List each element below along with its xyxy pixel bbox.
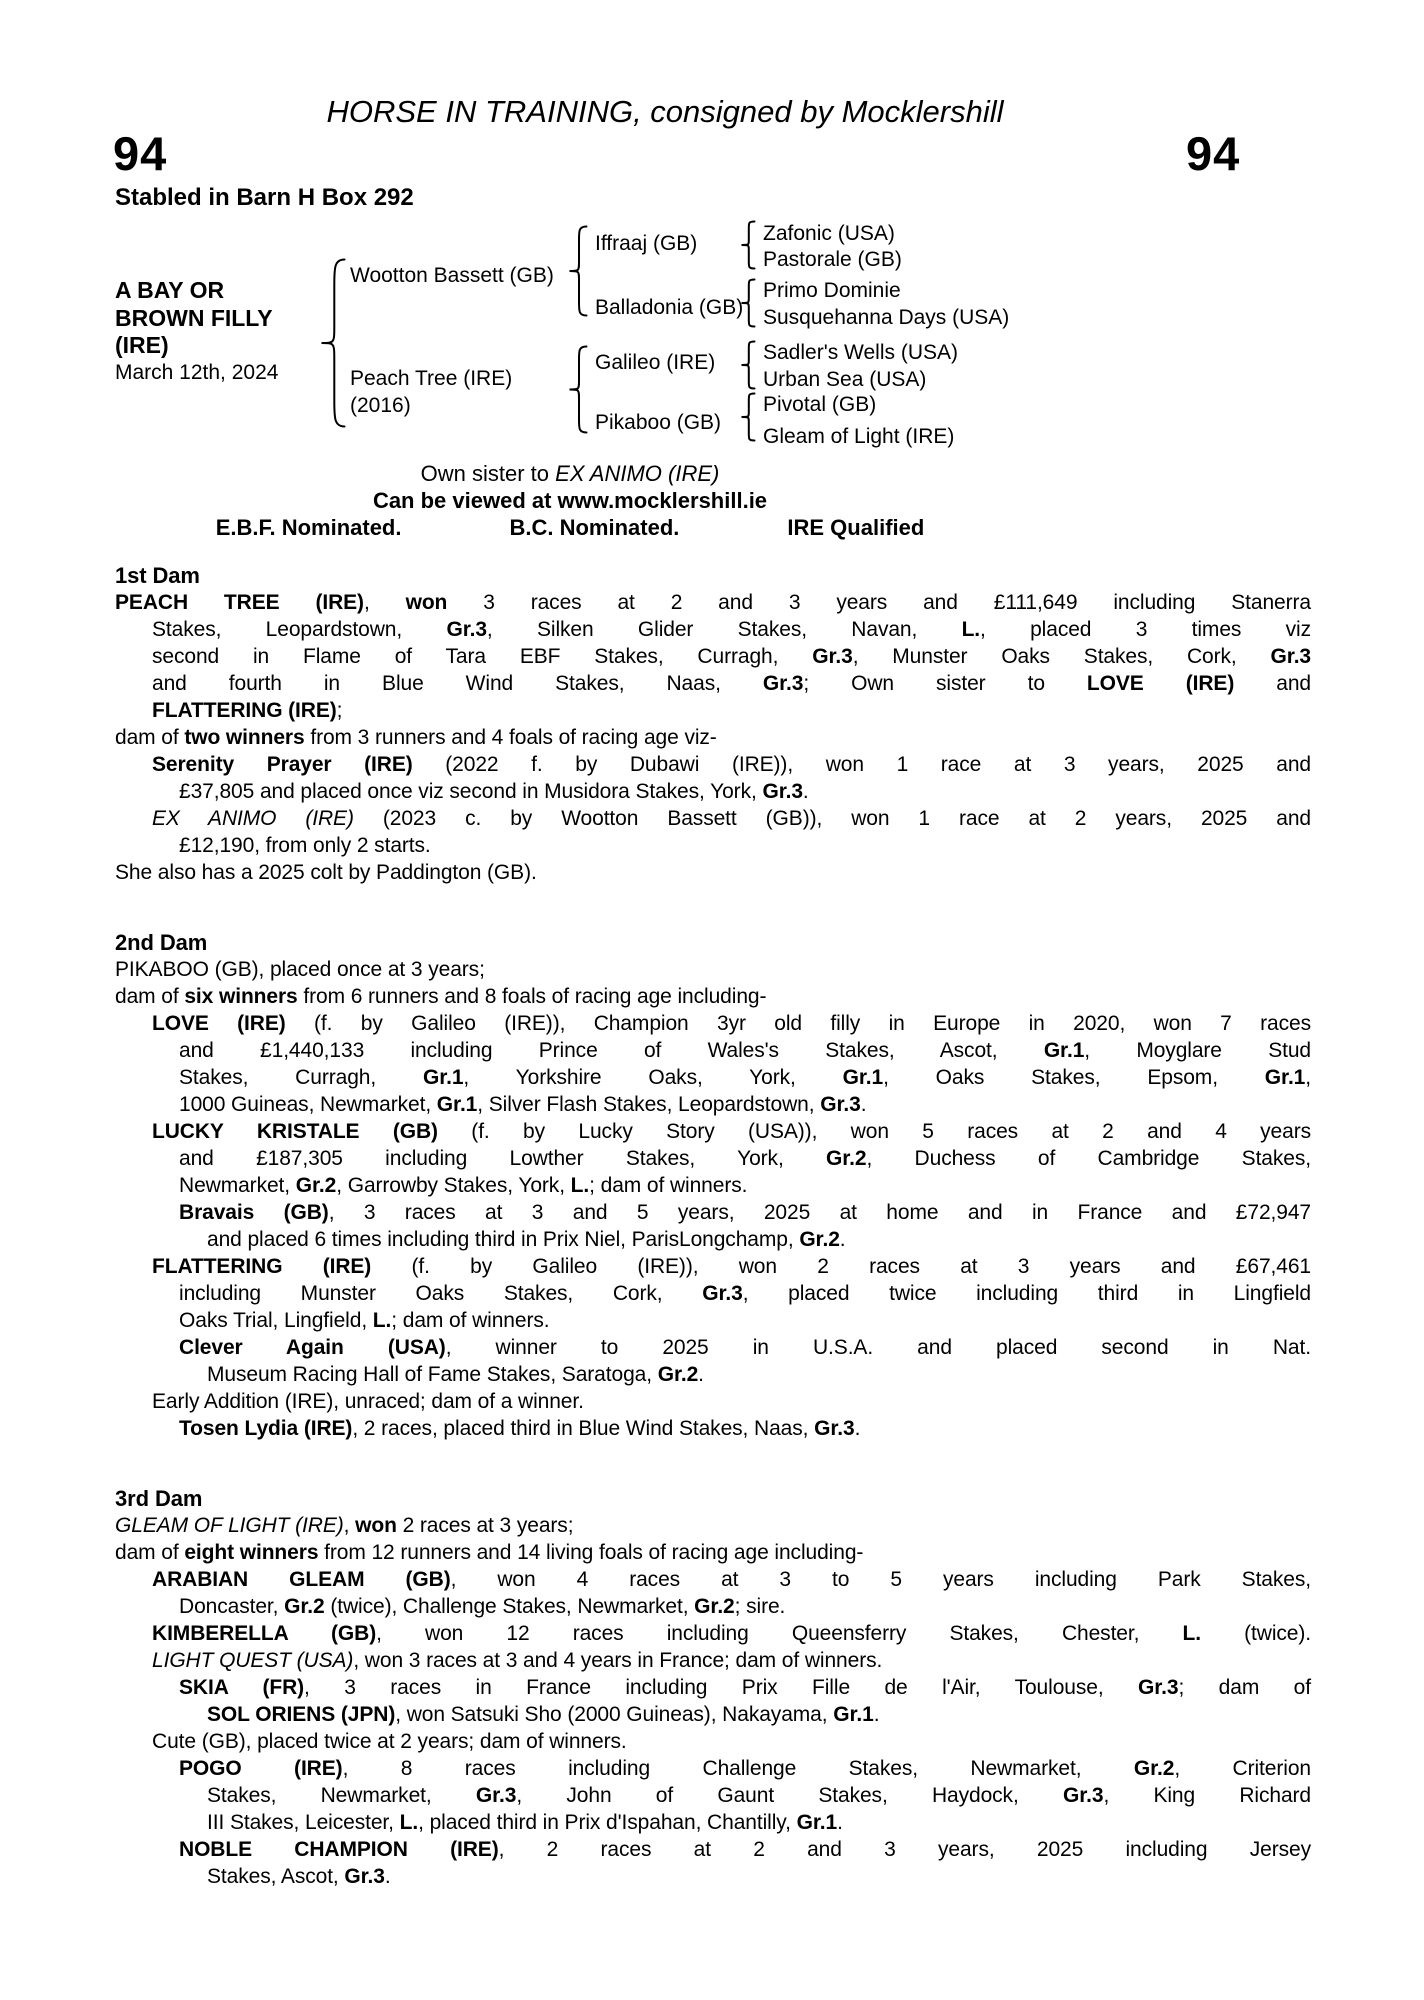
- pedigree-brace-icon: [568, 345, 588, 434]
- text-segment: Tosen Lydia (IRE): [179, 1417, 353, 1440]
- text-segment: .: [860, 1093, 867, 1116]
- text-segment: (2022 f. by Dubawi (IRE)), won 1 race at 3 years, 2025 and: [412, 753, 1311, 776]
- great-grandparent: Susquehanna Days (USA): [763, 306, 1010, 329]
- body-text-line: [115, 1620, 1311, 1647]
- text-segment: Gr.2: [1133, 1757, 1175, 1780]
- body-text-line: [115, 1307, 1311, 1334]
- text-segment: , Duchess of Cambridge Stakes,: [866, 1147, 1311, 1170]
- text-segment: .: [837, 1811, 843, 1834]
- subject-name-line: A BAY OR: [115, 277, 225, 303]
- sire-name: Wootton Bassett (GB): [350, 264, 554, 287]
- body-text-line: [115, 1145, 1311, 1172]
- damsire-name: Galileo (IRE): [595, 351, 716, 374]
- body-text-line: [115, 778, 1311, 805]
- nomination-badges: [115, 514, 1025, 541]
- body-text-line: [115, 1539, 1311, 1566]
- text-segment: Gr.3: [814, 1417, 855, 1440]
- text-segment: from 3 runners and 4 foals of racing age viz-: [304, 726, 717, 749]
- text-segment: Gr.3: [1062, 1784, 1104, 1807]
- text-segment: , won 4 races at 3 to 5 years including Park Stakes,: [450, 1568, 1311, 1591]
- stabling-location: Stabled in Barn H Box 292: [115, 184, 414, 211]
- text-segment: ;: [336, 699, 343, 722]
- text-segment: , Oaks Stakes, Epsom,: [883, 1066, 1265, 1089]
- text-segment: , 2 races, placed third in Blue Wind Stakes, Naas,: [352, 1417, 815, 1440]
- text-segment: Doncaster,: [179, 1595, 285, 1618]
- great-grandparent: Sadler's Wells (USA): [763, 341, 958, 364]
- text-segment: ARABIAN GLEAM (GB): [152, 1568, 451, 1591]
- text-segment: EX ANIMO (IRE): [152, 807, 354, 830]
- text-segment: Gr.1: [833, 1703, 874, 1726]
- body-text-line: [115, 751, 1311, 778]
- pedigree-brace-icon: [320, 258, 346, 428]
- body-text-line: [115, 1593, 1311, 1620]
- subject-foaling-date: March 12th, 2024: [115, 361, 279, 384]
- text-segment: two winners: [184, 726, 305, 749]
- text-segment: and £1,440,133 including Prince of Wales's Stakes, Ascot,: [179, 1039, 1044, 1062]
- body-text-line: [115, 1836, 1311, 1863]
- text-segment: Gr.2: [295, 1174, 337, 1197]
- text-segment: Gr.1: [436, 1093, 478, 1116]
- text-segment: dam of: [115, 1541, 185, 1564]
- text-segment: and £187,305 including Lowther Stakes, York,: [179, 1147, 827, 1170]
- text-segment: (2023 c. by Wootton Bassett (GB)), won 1 race at 2 years, 2025 and: [353, 807, 1311, 830]
- text-segment: Gr.1: [422, 1066, 464, 1089]
- text-segment: Gr.3: [1270, 645, 1312, 668]
- text-segment: .: [873, 1703, 880, 1726]
- text-segment: FLATTERING (IRE): [152, 1255, 372, 1278]
- body-text-line: [115, 616, 1311, 643]
- text-segment: LUCKY KRISTALE (GB): [152, 1120, 438, 1143]
- dam-section: [115, 929, 1311, 1442]
- text-segment: £37,805 and placed once viz second in Musidora Stakes, York,: [179, 780, 763, 803]
- text-segment: Newmarket,: [179, 1174, 296, 1197]
- text-segment: GLEAM OF LIGHT (IRE): [115, 1514, 344, 1537]
- text-segment: and: [1234, 672, 1311, 695]
- body-text-line: [115, 1809, 1311, 1836]
- body-text-line: [115, 1037, 1311, 1064]
- body-text-line: [115, 724, 1311, 751]
- body-text-line: [115, 1334, 1311, 1361]
- text-segment: Oaks Trial, Lingfield,: [179, 1309, 373, 1332]
- body-text-line: [115, 1415, 1311, 1442]
- text-segment: eight winners: [184, 1541, 319, 1564]
- text-segment: Gr.3: [820, 1093, 861, 1116]
- text-segment: £12,190, from only 2 starts.: [179, 834, 431, 857]
- text-segment: ; sire.: [734, 1595, 786, 1618]
- body-text-line: [115, 1064, 1311, 1091]
- text-segment: Gr.3: [762, 780, 803, 803]
- text-segment: , Garrowby Stakes, York,: [336, 1174, 571, 1197]
- notices-block: [115, 460, 1025, 541]
- text-segment: Gr.2: [826, 1147, 867, 1170]
- text-segment: LOVE (IRE): [1086, 672, 1235, 695]
- text-segment: L.: [372, 1309, 392, 1332]
- text-segment: Gr.2: [284, 1595, 325, 1618]
- nomination-item: IRE Qualified: [787, 515, 925, 540]
- text-segment: , Yorkshire Oaks, York,: [463, 1066, 843, 1089]
- text-segment: .: [839, 1228, 846, 1251]
- body-text-line: [115, 670, 1311, 697]
- text-segment: LIGHT QUEST (USA): [152, 1649, 354, 1672]
- text-segment: KIMBERELLA (GB): [152, 1622, 377, 1645]
- body-text-line: [115, 1512, 1311, 1539]
- lot-number-left: 94: [113, 127, 168, 180]
- text-segment: Clever Again (USA): [179, 1336, 446, 1359]
- text-segment: ; Own sister to: [803, 672, 1087, 695]
- text-segment: , won Satsuki Sho (2000 Guineas), Nakayama,: [395, 1703, 834, 1726]
- subject-name-line: BROWN FILLY: [115, 305, 273, 331]
- text-segment: , Munster Oaks Stakes, Cork,: [852, 645, 1271, 668]
- body-text-line: [115, 1010, 1311, 1037]
- text-segment: , 3 races at 3 and 5 years, 2025 at home and in France and £72,947: [328, 1201, 1312, 1224]
- body-text-line: [115, 1728, 1311, 1755]
- text-segment: L.: [1182, 1622, 1201, 1645]
- dam-section-heading: 3rd Dam: [115, 1486, 203, 1511]
- text-segment: Cute (GB), placed twice at 2 years; dam of winners.: [152, 1730, 627, 1753]
- text-segment: (f. by Galileo (IRE)), won 2 races at 3 years and £67,461: [371, 1255, 1311, 1278]
- dam-section: [115, 562, 1311, 886]
- text-segment: , 3 races in France including Prix Fille de l'Air, Toulouse,: [304, 1676, 1139, 1699]
- body-text-line: [115, 1172, 1311, 1199]
- text-segment: , Silver Flash Stakes, Leopardstown,: [477, 1093, 821, 1116]
- text-segment: , placed third in Prix d'Ispahan, Chantilly,: [418, 1811, 797, 1834]
- own-sister-name: EX ANIMO (IRE): [555, 461, 720, 486]
- body-text-line: [115, 1361, 1311, 1388]
- text-segment: Gr.3: [762, 672, 804, 695]
- text-segment: Gr.3: [1138, 1676, 1179, 1699]
- text-segment: ,: [343, 1514, 356, 1537]
- text-segment: L.: [399, 1811, 419, 1834]
- text-segment: second in Flame of Tara EBF Stakes, Curragh,: [152, 645, 813, 668]
- text-segment: ,: [363, 591, 406, 614]
- text-segment: ,: [1305, 1066, 1312, 1089]
- text-segment: Gr.1: [1043, 1039, 1085, 1062]
- text-segment: Gr.2: [657, 1363, 699, 1386]
- great-grandparent: Zafonic (USA): [763, 222, 895, 245]
- text-segment: Museum Racing Hall of Fame Stakes, Saratoga,: [207, 1363, 658, 1386]
- text-segment: Gr.3: [812, 645, 853, 668]
- own-sister-prefix: Own sister to: [420, 461, 556, 486]
- body-text-line: [115, 697, 1311, 724]
- dam-name: Peach Tree (IRE): [350, 367, 513, 390]
- text-segment: L.: [961, 618, 981, 641]
- body-text-line: [115, 1566, 1311, 1593]
- pedigree-brace-icon: [568, 225, 588, 317]
- pedigree-brace-icon: [740, 392, 756, 442]
- text-segment: LOVE (IRE): [152, 1012, 286, 1035]
- pedigree-table: [115, 218, 1045, 458]
- text-segment: dam of: [115, 985, 185, 1008]
- body-text-line: [115, 1701, 1311, 1728]
- text-segment: including Munster Oaks Stakes, Cork,: [179, 1282, 703, 1305]
- body-text-line: [115, 859, 1311, 886]
- text-segment: SOL ORIENS (JPN): [207, 1703, 396, 1726]
- viewing-note: Can be viewed at www.mocklershill.ie: [372, 488, 768, 513]
- text-segment: , placed twice including third in Lingfield: [742, 1282, 1311, 1305]
- text-segment: , won 12 races including Queensferry Stakes, Chester,: [376, 1622, 1183, 1645]
- text-segment: FLATTERING (IRE): [152, 699, 337, 722]
- text-segment: six winners: [184, 985, 298, 1008]
- text-segment: Serenity Prayer (IRE): [152, 753, 413, 776]
- body-text-line: [115, 956, 1311, 983]
- text-segment: (twice), Challenge Stakes, Newmarket,: [324, 1595, 695, 1618]
- body-text-line: [115, 1755, 1311, 1782]
- text-segment: (f. by Galileo (IRE)), Champion 3yr old filly in Europe in 2020, won 7 races: [285, 1012, 1311, 1035]
- pedigree-brace-icon: [740, 340, 756, 390]
- own-sister-note: [115, 460, 1025, 487]
- body-text-line: [115, 1253, 1311, 1280]
- body-text-line: [115, 1226, 1311, 1253]
- text-segment: ; dam of: [1178, 1676, 1311, 1699]
- dam-section-heading: 2nd Dam: [115, 930, 208, 955]
- text-segment: dam of: [115, 726, 185, 749]
- text-segment: POGO (IRE): [179, 1757, 343, 1780]
- great-grandparent: Gleam of Light (IRE): [763, 425, 955, 448]
- pedigree-brace-icon: [740, 220, 756, 270]
- text-segment: , Moyglare Stud: [1084, 1039, 1311, 1062]
- lot-number-right: 94: [1186, 127, 1241, 180]
- text-segment: from 6 runners and 8 foals of racing age including-: [297, 985, 767, 1008]
- text-segment: .: [384, 1865, 391, 1888]
- text-segment: Gr.2: [694, 1595, 735, 1618]
- second-dam-name: Pikaboo (GB): [595, 411, 722, 434]
- text-segment: , placed 3 times viz: [980, 618, 1311, 641]
- text-segment: .: [854, 1417, 861, 1440]
- text-segment: , John of Gaunt Stakes, Haydock,: [516, 1784, 1063, 1807]
- text-segment: .: [802, 780, 809, 803]
- text-segment: L.: [570, 1174, 590, 1197]
- text-segment: 2 races at 3 years;: [396, 1514, 574, 1537]
- dam-section-heading: 1st Dam: [115, 563, 200, 588]
- text-segment: Stakes, Newmarket,: [207, 1784, 476, 1807]
- dam-section: [115, 1485, 1311, 1890]
- text-segment: won: [355, 1514, 397, 1537]
- body-text-line: [115, 1674, 1311, 1701]
- body-text-line: [115, 1782, 1311, 1809]
- page-title: HORSE IN TRAINING, consigned by Mocklershill: [326, 94, 1004, 129]
- body-text-line: [115, 643, 1311, 670]
- text-segment: and fourth in Blue Wind Stakes, Naas,: [152, 672, 763, 695]
- text-segment: .: [698, 1363, 704, 1386]
- text-segment: 3 races at 2 and 3 years and £111,649 including Stanerra: [447, 591, 1311, 614]
- text-segment: Stakes, Leopardstown,: [152, 618, 447, 641]
- text-segment: , King Richard: [1103, 1784, 1312, 1807]
- pedigree-text-body: [115, 562, 1311, 1890]
- text-segment: from 12 runners and 14 living foals of racing age including-: [318, 1541, 864, 1564]
- body-text-line: [115, 1647, 1311, 1674]
- text-segment: (twice).: [1200, 1622, 1312, 1645]
- body-text-line: [115, 1118, 1311, 1145]
- text-segment: Stakes, Ascot,: [207, 1865, 345, 1888]
- dam-year: (2016): [350, 394, 411, 417]
- text-segment: III Stakes, Leicester,: [207, 1811, 400, 1834]
- body-text-line: [115, 589, 1311, 616]
- text-segment: , 8 races including Challenge Stakes, Newmarket,: [342, 1757, 1134, 1780]
- text-segment: , 2 races at 2 and 3 years, 2025 including Jersey: [498, 1838, 1311, 1861]
- text-segment: , winner to 2025 in U.S.A. and placed second in Nat.: [445, 1336, 1311, 1359]
- text-segment: Gr.3: [446, 618, 487, 641]
- text-segment: won: [405, 591, 448, 614]
- text-segment: Gr.1: [1264, 1066, 1306, 1089]
- great-grandparent: Primo Dominie: [763, 279, 901, 302]
- text-segment: , won 3 races at 3 and 4 years in France; dam of winners.: [353, 1649, 883, 1672]
- text-segment: Gr.1: [796, 1811, 838, 1834]
- text-segment: Gr.3: [475, 1784, 517, 1807]
- text-segment: and placed 6 times including third in Prix Niel, ParisLongchamp,: [207, 1228, 800, 1251]
- text-segment: She also has a 2025 colt by Paddington (GB).: [115, 861, 537, 884]
- subject-name-line: (IRE): [115, 332, 169, 358]
- body-text-line: [115, 1863, 1311, 1890]
- text-segment: PEACH TREE (IRE): [115, 591, 364, 614]
- text-segment: Gr.2: [799, 1228, 840, 1251]
- body-text-line: [115, 1091, 1311, 1118]
- text-segment: PIKABOO (GB), placed once at 3 years;: [115, 958, 485, 981]
- text-segment: 1000 Guineas, Newmarket,: [179, 1093, 437, 1116]
- text-segment: ; dam of winners.: [391, 1309, 550, 1332]
- text-segment: Early Addition (IRE), unraced; dam of a winner.: [152, 1390, 584, 1413]
- great-grandparent: Urban Sea (USA): [763, 368, 927, 391]
- text-segment: (f. by Lucky Story (USA)), won 5 races at 2 and 4 years: [437, 1120, 1311, 1143]
- grandsire-name: Iffraaj (GB): [595, 232, 698, 255]
- body-text-line: [115, 832, 1311, 859]
- text-segment: , Criterion: [1174, 1757, 1311, 1780]
- text-segment: Stakes, Curragh,: [179, 1066, 423, 1089]
- granddam-name: Balladonia (GB): [595, 296, 744, 319]
- text-segment: Gr.1: [842, 1066, 884, 1089]
- great-grandparent: Pastorale (GB): [763, 248, 902, 271]
- text-segment: NOBLE CHAMPION (IRE): [179, 1838, 499, 1861]
- text-segment: Bravais (GB): [179, 1201, 329, 1224]
- text-segment: , Silken Glider Stakes, Navan,: [486, 618, 962, 641]
- body-text-line: [115, 1199, 1311, 1226]
- text-segment: SKIA (FR): [179, 1676, 305, 1699]
- body-text-line: [115, 1388, 1311, 1415]
- nomination-item: B.C. Nominated.: [509, 515, 680, 540]
- body-text-line: [115, 1280, 1311, 1307]
- body-text-line: [115, 983, 1311, 1010]
- nomination-item: E.B.F. Nominated.: [215, 515, 402, 540]
- text-segment: ; dam of winners.: [589, 1174, 748, 1197]
- body-text-line: [115, 805, 1311, 832]
- text-segment: Gr.3: [702, 1282, 743, 1305]
- text-segment: Gr.3: [344, 1865, 385, 1888]
- great-grandparent: Pivotal (GB): [763, 393, 877, 416]
